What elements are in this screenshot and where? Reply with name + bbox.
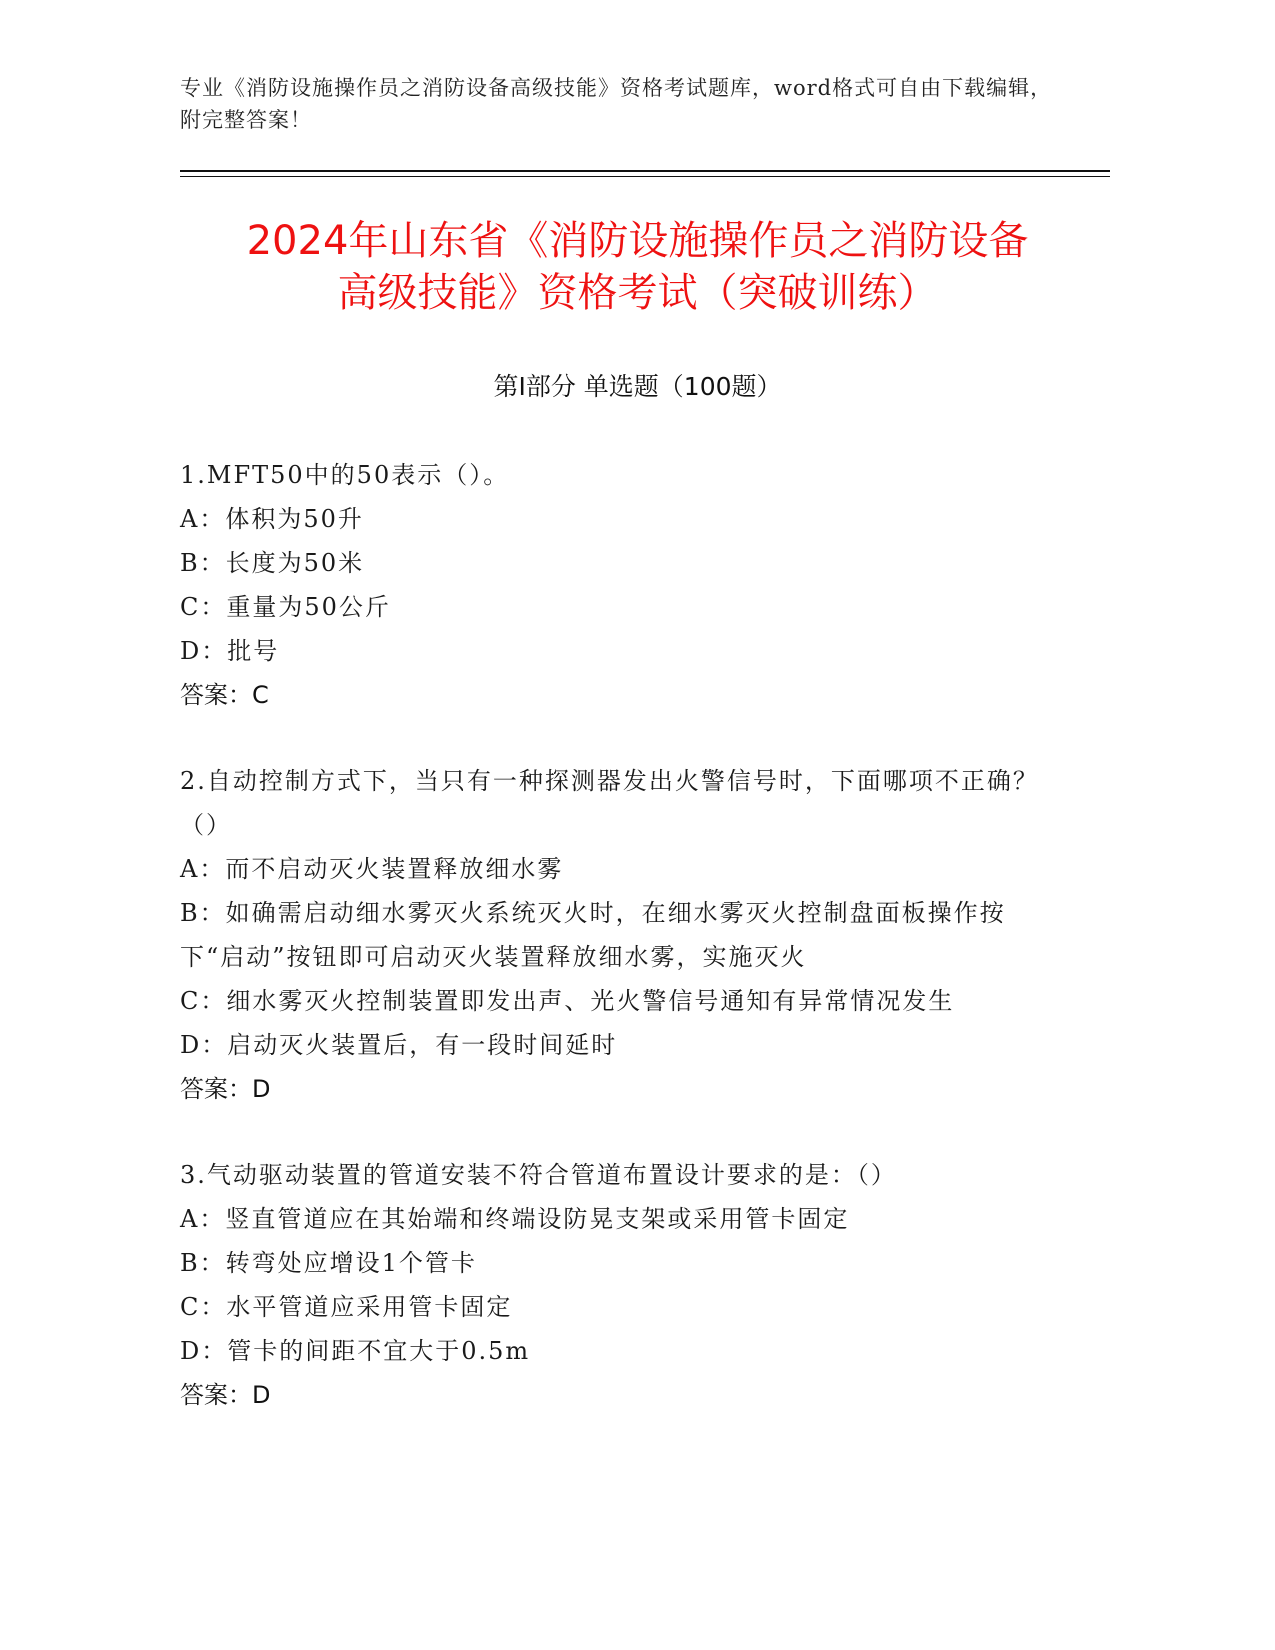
question-3 bbox=[180, 1153, 1050, 1417]
option-c: C：细水雾灭火控制装置即发出声、光火警信号通知有异常情况发生 bbox=[180, 987, 955, 1015]
option-c: C：水平管道应采用管卡固定 bbox=[180, 1293, 513, 1321]
question-stem: 1.MFT50中的50表示（）。 bbox=[180, 461, 510, 489]
document-title-line-1: 2024年山东省《消防设施操作员之消防设备 bbox=[246, 218, 1029, 264]
option-d: D：管卡的间距不宜大于0.5m bbox=[180, 1337, 531, 1365]
question-2 bbox=[180, 759, 1050, 1111]
option-d: D：批号 bbox=[180, 637, 280, 665]
document-title bbox=[130, 215, 1145, 319]
section-title: 第Ⅰ部分 单选题（100题） bbox=[493, 372, 782, 401]
document-title-line-2: 高级技能》资格考试（突破训练） bbox=[337, 270, 938, 316]
option-b: B：转弯处应增设1个管卡 bbox=[180, 1249, 477, 1277]
option-a: A：竖直管道应在其始端和终端设防晃支架或采用管卡固定 bbox=[180, 1205, 850, 1233]
header-note: 专业《消防设施操作员之消防设备高级技能》资格考试题库，word格式可自由下载编辑，附完整答案！ bbox=[180, 76, 1053, 132]
question-list bbox=[180, 453, 1050, 1459]
answer-line: 答案：D bbox=[180, 1075, 271, 1103]
option-a: A：体积为50升 bbox=[180, 505, 364, 533]
answer-line: 答案：C bbox=[180, 681, 269, 709]
question-stem: 3.气动驱动装置的管道安装不符合管道布置设计要求的是：（） bbox=[180, 1161, 897, 1189]
header-divider-thick bbox=[180, 170, 1110, 172]
option-c: C：重量为50公斤 bbox=[180, 593, 391, 621]
answer-line: 答案：D bbox=[180, 1381, 271, 1409]
header-divider-thin bbox=[180, 176, 1110, 177]
option-b: B：如确需启动细水雾灭火系统灭火时，在细水雾灭火控制盘面板操作按下“启动”按钮即可启动灭火装置释放细水雾，实施灭火 bbox=[180, 899, 1006, 971]
option-d: D：启动灭火装置后，有一段时间延时 bbox=[180, 1031, 618, 1059]
question-stem: 2.自动控制方式下，当只有一种探测器发出火警信号时，下面哪项不正确？（） bbox=[180, 767, 1039, 839]
option-a: A：而不启动灭火装置释放细水雾 bbox=[180, 855, 564, 883]
question-1 bbox=[180, 453, 1050, 717]
option-b: B：长度为50米 bbox=[180, 549, 365, 577]
